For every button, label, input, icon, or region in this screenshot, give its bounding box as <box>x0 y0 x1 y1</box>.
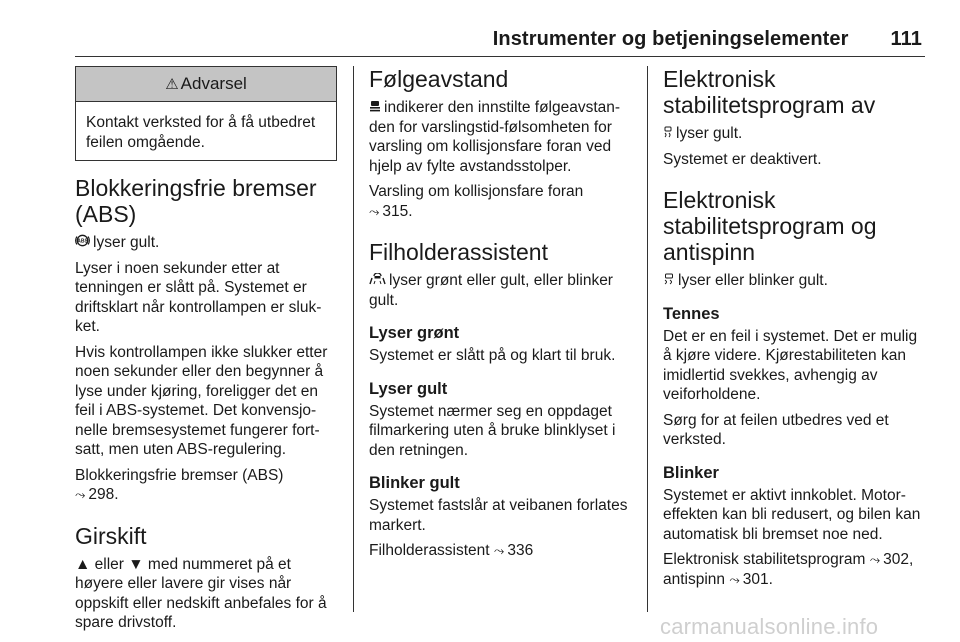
lane-assist-reference: Filholderassistent ⤳ 336 <box>369 542 534 559</box>
arrow-up-icon: ▲ <box>75 555 91 573</box>
warning-box <box>75 66 337 161</box>
follow-distance-heading: Følgeavstand <box>369 66 509 92</box>
esp-ref-page[interactable]: 302, <box>883 551 914 568</box>
abs-heading: Blokkeringsfrie bremser (ABS) <box>75 175 317 227</box>
column-divider-1 <box>353 66 354 612</box>
column-1 <box>75 66 337 639</box>
abs-paragraph-2: Hvis kontrollampen ikke slukker etter noen sekunder eller den begynner å lyse under kjøring, foreligger det en feil i ABS-systemet. Det konvensjo-nelle bremsesystemet fungerer fort-satt, men uten ABS-regulering. <box>75 343 328 458</box>
antispin-ref-page[interactable]: 301. <box>742 570 773 588</box>
lane-keep-icon <box>369 271 386 291</box>
lane-ref-page[interactable]: 336 <box>507 542 534 559</box>
esp-icon <box>663 271 675 291</box>
gear-heading: Girskift <box>75 522 147 549</box>
distance-icon <box>369 98 381 118</box>
column-2 <box>369 66 634 567</box>
follow-ref-page[interactable]: 315. <box>382 202 413 220</box>
green-heading: Lyser grønt <box>369 324 460 342</box>
reference-arrow-icon: ⤳ <box>75 487 86 502</box>
abs-paragraph-1: Lyser i noen sekunder etter at tenningen er slått på. Systemet er driftsklart når kontrollampen er sluk-ket. <box>75 259 322 335</box>
lane-assist-status: lyser grønt eller gult, eller blinker gult. <box>369 272 613 309</box>
arrow-down-icon: ▼ <box>128 555 144 573</box>
esp-off-text: Systemet er deaktivert. <box>663 150 822 168</box>
reference-arrow-icon: ⤳ <box>869 552 881 567</box>
esp-reference: Elektronisk stabilitetsprogram ⤳ 302, antispinn ⤳ 301. <box>663 551 914 588</box>
abs-reference: Blokkeringsfrie bremser (ABS) ⤳ 298. <box>75 466 284 503</box>
reference-arrow-icon: ⤳ <box>729 571 740 587</box>
abs-ref-page[interactable]: 298. <box>88 486 119 503</box>
esp-status: lyser eller blinker gult. <box>663 271 929 291</box>
warning-triangle-icon: ⚠ <box>165 76 179 93</box>
yellow-text: Systemet nærmer seg en oppdaget filmarkering uten å bruke blinklyset i den retningen. <box>369 402 616 459</box>
column-divider-2 <box>647 66 648 612</box>
blinker-heading: Blinker <box>663 463 719 482</box>
reference-arrow-icon: ⤳ <box>493 543 505 558</box>
blink-text: Systemet fastslår at veibanen forlates markert. <box>369 497 628 534</box>
abs-icon <box>75 233 90 253</box>
green-text: Systemet er slått på og klart til bruk. <box>369 347 616 364</box>
page-header <box>0 28 922 54</box>
header-title: Instrumenter og betjeningselementer <box>492 28 849 50</box>
follow-distance-reference: Varsling om kollisjonsfare foran ⤳ 315. <box>369 183 584 220</box>
header-divider <box>75 56 925 57</box>
reference-arrow-icon: ⤳ <box>369 203 380 219</box>
lane-assist-heading: Filholderassistent <box>369 239 548 265</box>
blink-heading: Blinker gult <box>369 474 460 492</box>
blinker-text: Systemet er aktivt innkoblet. Motor-effekten kan bli redusert, og bilen kan automatisk bli bremset noe ned. <box>663 486 921 543</box>
on-paragraph-1: Det er en feil i systemet. Det er mulig å kjøre videre. Kjørestabiliteten kan imidlertid svekkes, avhengig av veiforholdene. <box>663 327 918 403</box>
yellow-heading: Lyser gult <box>369 379 448 398</box>
on-paragraph-2: Sørg for at feilen utbedres ved et verksted. <box>663 411 889 448</box>
esp-off-icon <box>663 124 673 144</box>
page-number: 111 <box>890 28 922 50</box>
on-heading: Tennes <box>663 304 720 323</box>
column-3 <box>663 66 929 595</box>
watermark: carmanualsonline.info <box>660 614 879 639</box>
esp-off-status: lyser gult. <box>663 124 929 144</box>
abs-status: ABS lyser gult. <box>75 233 337 253</box>
warning-text: Kontakt verksted for å få utbedret feilen omgående. <box>86 114 316 151</box>
follow-distance-paragraph: indikerer den innstilte følgeavstan-den for varslingstid-følsomheten for varsling om kollisjonsfare foran ved hjelp av fylte avstandsstolper. <box>369 99 621 175</box>
warning-header <box>76 67 336 102</box>
svg-text:ABS: ABS <box>77 238 88 245</box>
warning-title: Advarsel <box>180 74 247 93</box>
gear-paragraph: ▲ eller ▼ med nummeret på et høyere eller lavere gir vises når oppskift eller nedskift anbefales for å spare drivstoff. <box>75 555 327 631</box>
esp-heading: Elektronisk stabilitetsprogram og antispinn <box>663 187 877 265</box>
esp-off-heading: Elektronisk stabilitetsprogram av <box>663 66 876 118</box>
